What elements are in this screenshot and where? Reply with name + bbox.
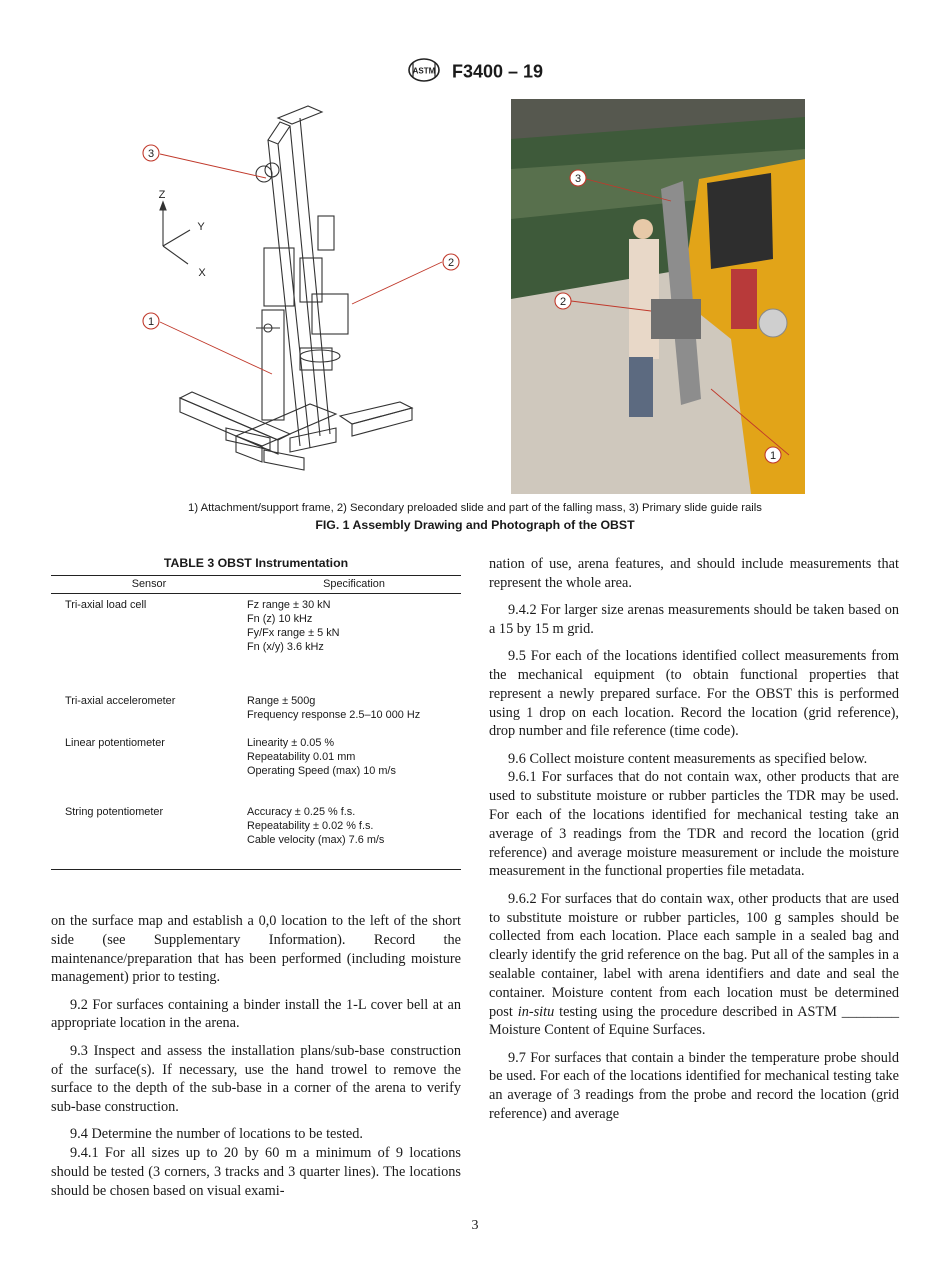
astm-logo-icon [407, 57, 441, 88]
spec-line: Accuracy ± 0.25 % f.s. [247, 806, 356, 818]
spec-line: Cable velocity (max) 7.6 m/s [247, 834, 385, 846]
svg-text:Y: Y [197, 221, 205, 233]
table-header-sensor: Sensor [51, 576, 247, 594]
designation: F3400 – 19 [451, 61, 544, 82]
figure-caption: FIG. 1 Assembly Drawing and Photograph of the OBST [315, 518, 635, 532]
table-cell-spec [247, 694, 461, 736]
svg-text:3: 3 [147, 148, 155, 160]
spec-line: Fn (x/y) 3.6 kHz [247, 641, 324, 653]
spec-line: Repeatability ± 0.02 % f.s. [247, 820, 374, 832]
obst-photograph [511, 99, 805, 494]
paragraph-9-6-2 [489, 890, 899, 1040]
paragraph-9-3: 9.3 Inspect and assess the installation plans/sub-base construction of the surface(s). If necessary, use the hand trowel to remove the surface to the depth of the sub-base in a corner of the arena to verify sub-base construction. [51, 1042, 461, 1116]
figure-legend: 1) Attachment/support frame, 2) Secondary preloaded slide and part of the falling mass, 3) Primary slide guide rails [188, 502, 762, 514]
text-run: 9.6.2 For surfaces that do contain wax, other products that are used to substitute moisture or rubber particles, 100 g samples should be collected from each location. Place each sample in a sealed bag and clearly identify the grid reference on the bag. Put all of the samples in a sealable container, label with arena identifiers and date and seal the container. Moisture content from each location must be determined post [489, 890, 899, 1020]
table-cell-spec [247, 594, 461, 695]
table-cell-sensor: Tri-axial load cell [65, 599, 147, 611]
svg-text:Z: Z [158, 189, 166, 201]
paragraph: on the surface map and establish a 0,0 location to the left of the short side (see Supplementary Information). Record the maintenance/preparation that has been performed (including moisture management) prior to testing. [51, 913, 461, 986]
table-block [51, 556, 461, 870]
text-run-italic: in-situ [517, 1003, 555, 1020]
spec-line: Fy/Fx range ± 5 kN [247, 627, 340, 639]
spec-line: Frequency response 2.5–10 000 Hz [247, 709, 421, 721]
right-column [489, 555, 899, 1132]
page-number: 3 [471, 1218, 479, 1233]
paragraph-9-4: 9.4 Determine the number of locations to be tested. [70, 1126, 364, 1143]
instrumentation-table [51, 575, 461, 870]
text-run: testing using the procedure described in ASTM ________ Moisture Content of Equine Surfaces. [489, 1003, 899, 1039]
svg-text:X: X [198, 267, 206, 279]
svg-text:3: 3 [574, 173, 582, 185]
table-cell-sensor: Linear potentiometer [65, 737, 165, 749]
table-cell-sensor: String potentiometer [51, 805, 247, 870]
spec-line: Fn (z) 10 kHz [247, 613, 313, 625]
paragraph-9-4-1: 9.4.1 For all sizes up to 20 by 60 m a minimum of 9 locations should be tested (3 corners, 3 tracks and 3 quarter lines). The locations should be chosen based on visual exami- [51, 1145, 461, 1199]
table-header-specification: Specification [247, 576, 461, 594]
spec-line: Linearity ± 0.05 % [247, 737, 335, 749]
svg-text:1: 1 [147, 316, 155, 328]
spec-line: Range ± 500g [247, 695, 316, 707]
table-cell-spec [247, 805, 461, 870]
left-column [51, 912, 461, 1209]
paragraph-9-6-1: 9.6.1 For surfaces that do not contain wax, other products that are used to substitute moisture or rubber particles the TDR may be used. For each of the locations identified for mechanical testing take an average of 3 readings from the TDR and record the location (grid reference) and average moisture measurement or include the moisture measurement in the functional properties file metadata. [489, 769, 899, 880]
paragraph-9-5: 9.5 For each of the locations identified collect measurements from the mechanical equipment (to obtain functional properties that represent a newly prepared surface. For the OBST this is performed using 1 drop on each location. Record the location (grid reference), drop number and file reference (time code). [489, 648, 899, 740]
table-row [51, 694, 461, 736]
svg-text:ASTM: ASTM [412, 66, 436, 76]
svg-text:2: 2 [559, 296, 567, 308]
table-row [51, 594, 461, 695]
paragraph-9-6: 9.6 Collect moisture content measurements as specified below. [508, 750, 868, 767]
table-cell-sensor: Tri-axial accelerometer [65, 695, 176, 707]
svg-text:2: 2 [447, 257, 455, 269]
paragraph-9-2: 9.2 For surfaces containing a binder install the 1-L cover bell at an appropriate location in the arena. [51, 996, 461, 1032]
paragraph-9-4-2: 9.4.2 For larger size arenas measurements should be taken based on a 15 by 15 m grid. [489, 602, 899, 637]
spec-line: Fz range ± 30 kN [247, 599, 331, 611]
table-row [51, 805, 461, 870]
page-header [0, 57, 950, 88]
table-row [51, 736, 461, 805]
table-title: TABLE 3 OBST Instrumentation [163, 556, 349, 570]
spec-line: Repeatability 0.01 mm [247, 751, 356, 763]
svg-text:1: 1 [769, 450, 777, 462]
table-cell-spec [247, 736, 461, 805]
paragraph-9-7: 9.7 For surfaces that contain a binder the temperature probe should be used. For each of the locations identified for mechanical testing take an average of 3 readings from the probe and record the location (grid reference) and average [489, 1049, 899, 1123]
paragraph: nation of use, arena features, and should include measurements that represent the whole area. [489, 556, 899, 591]
assembly-drawing [140, 98, 455, 490]
spec-line: Operating Speed (max) 10 m/s [247, 765, 396, 777]
